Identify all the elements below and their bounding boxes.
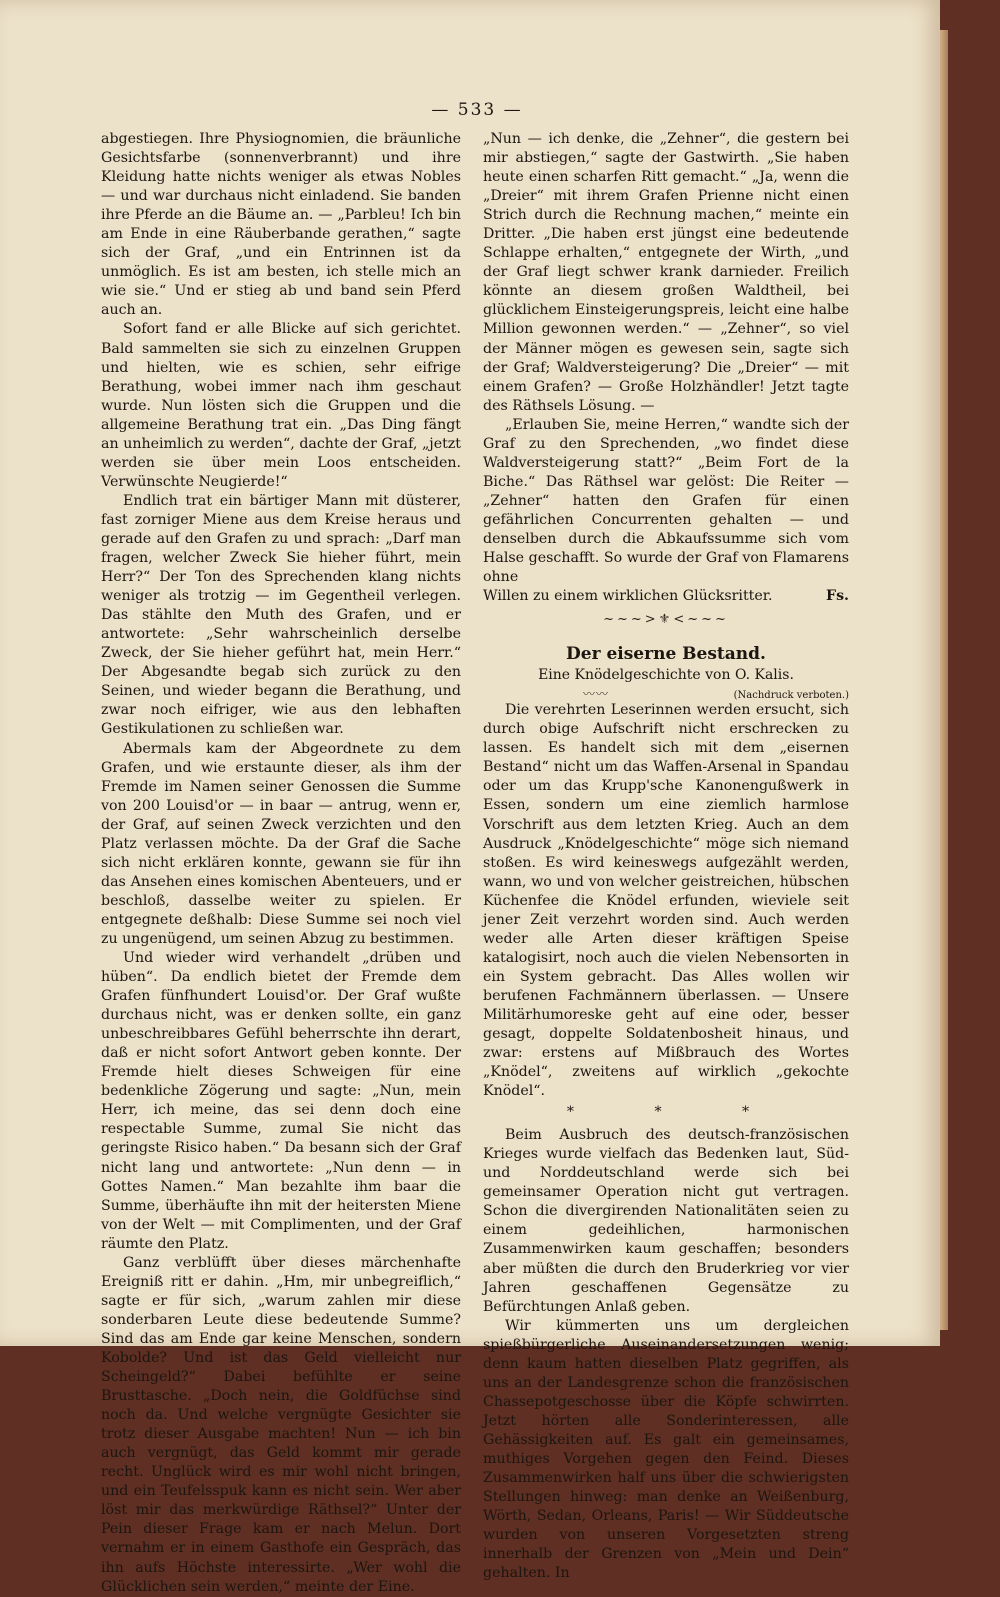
reprint-note-line xyxy=(483,685,849,701)
left-paragraph: Sofort fand er alle Blicke auf sich gerichtet. Bald sammelten sie sich zu einzelnen Gruppen und hielten, wie es schien, sehr eifrige Berathung, wobei immer nach ihm geschaut wurde. Nun lösten sich die Gruppen und die allgemeine Berathung trat ein. „Das Ding fängt an unheimlich zu werden“, dachte der Graf, „jetzt werden sie über mein Loos entscheiden. Verwünschte Neugierde!“ xyxy=(101,321,461,490)
article-subtitle: Eine Knödelgeschichte von O. Kalis. xyxy=(538,667,794,684)
story-signature-line xyxy=(483,587,849,606)
story-continuation: „Nun — ich denke, die „Zehner“, die gestern bei mir abstiegen,“ sagte der Gastwirth. „Sie haben heute einen scharfen Ritt gemacht.“ „Ja, wenn die „Dreier“ mit ihrem Grafen Prienne nicht einen Strich durch die Rechnung machen,“ meinte ein Dritter. „Die haben erst jüngst eine bedeutende Schlappe erhalten,“ entgegnete der Wirth, „und der Graf liegt schwer krank darnieder. Freilich könnte an diesem großen Waldtheil, bei glücklichem Einsteigerungspreis, leicht eine halbe Million gewonnen werden.“ — „Zehner“, so viel der Männer mögen es gewesen sein, sagte sich der Graf; Waldversteigerung? Die „Dreier“ — mit einem Grafen? — Große Holzhändler! Jetzt tagte des Räthsels Lösung. — xyxy=(483,131,849,414)
reprint-note: (Nachdruck verboten.) xyxy=(733,690,849,702)
article-paragraph: Beim Ausbruch des deutsch-französischen Krieges wurde vielfach das Bedenken laut, Süd- und Norddeutschland werde sich bei gemeinsamer Operation nicht gut vertragen. Schon die divergirenden Nationalitäten seien zu einem gedeihlichen, harmonischen Zusammenwirken kaum geschaffen; besonders aber müßten die durch den Bruderkrieg vor vier Jahren geschaffenen Gegensätze zu Befürchtungen Anlaß geben. xyxy=(483,1127,849,1315)
article-paragraph: Die verehrten Leserinnen werden ersucht, sich durch obige Aufschrift nicht erschrecken zu lassen. Es handelt sich mit dem „eisernen Bestand“ nicht um das Waffen-Arsenal in Spandau oder um das Krupp'sche Kanonengußwerk in Essen, sondern um eine ziemlich harmlose Vorschrift aus dem letzten Krieg. Auch an dem Ausdruck „Knödelgeschichte“ möge sich niemand stoßen. Es wird keineswegs aufgezählt werden, wann, wo und von welcher geistreichen, hübschen Küchenfee die Knödel erfunden, wieviele seit jener Zeit verzehrt worden sind. Auch werden weder alle Arten dieser kräftigen Speise katalogisirt, noch auch die vielen Nebensorten in ein System gebracht. Das Alles wollen wir berufenen Fachmännern überlassen. — Unsere Militärhumoreske geht auf eine oder, besser gesagt, doppelte Soldatenbosheit hinaus, und zwar: erstens auf Mißbrauch des Wortes „Knödel“, zweitens auf wirklich „gekochte Knödel“. xyxy=(483,702,849,1100)
left-paragraph: Ganz verblüfft über dieses märchenhafte Ereigniß ritt er dahin. „Hm, mir unbegreiflich,“ sagte er für sich, „warum zahlen mir diese sonderbaren Leute diese bedeutende Summe? Sind das am Ende gar keine Menschen, sondern Kobolde? Und ist das Geld vielleicht nur Scheingeld?“ Dabei befühlte er seine Brusttasche. „Doch nein, die Goldfüchse sind noch da. Und welche vergnügte Gesichter sie trotz dieser Ausgabe machten! Nun — ich bin auch vergnügt, das Geld kommt mir gerade recht. Unglück wird es mir wohl nicht bringen, und ein Teufelsspuk kann es nicht sein. Wer aber löst mir das merkwürdige Räthsel?“ Unter der Pein dieser Frage kam er nach Melun. Dort vernahm er in einem Gasthofe ein Gespräch, das ihn aufs Höchste interessirte. „Wer wohl die Glücklichen sein werden,“ meinte der Eine. xyxy=(101,1254,461,1595)
section-divider-ornament: ~~~>⚜<~~~ xyxy=(603,612,729,628)
left-paragraph: Und wieder wird verhandelt „drüben und hüben“. Da endlich bietet der Fremde dem Grafen fünfhundert Louisd'or. Der Graf wußte durchaus nicht, was er denken sollte, ein ganz unbeschreibbares Gefühl beherrschte ihn derart, daß er nicht sofort Antwort geben konnte. Der Fremde hielt dieses Schweigen für eine bedenkliche Zögerung und sagte: „Nun, mein Herr, ich meine, das sei denn doch eine respectable Summe, zumal Sie nicht das geringste Risico haben.“ Da besann sich der Graf nicht lang und antwortete: „Nun denn — in Gottes Namen.“ Man bezahlte ihm baar die Summe, überhäufte ihn mit der heitersten Miene von der Welt — mit Complimenten, und der Graf räumte den Platz. xyxy=(101,950,461,1252)
article-paragraph: Wir kümmerten uns um dergleichen spießbürgerliche Auseinandersetzungen wenig; denn kaum hatten dieselben Platz gegriffen, als uns an der Landesgrenze schon die französischen Chassepotgeschosse über die Köpfe schwirrten. Jetzt hörten alle Sonderinteressen, alle Gehässigkeiten auf. Es galt ein gemeinsames, muthiges Vorgehen gegen den Feind. Dieses Zusammenwirken half uns über die schwierigsten Stellungen hinweg: man denke an Weißenburg, Wörth, Sedan, Orleans, Paris! — Wir Süddeutsche wurden von unseren Vorgesetzten streng innerhalb der Grenzen von „Mein und Dein“ gehalten. In xyxy=(483,1317,849,1582)
section-stars: * * * xyxy=(566,1104,788,1121)
story-last-line: Willen zu einem wirklichen Glücksritter. xyxy=(483,588,773,605)
article-title: Der eiserne Bestand. xyxy=(566,644,766,665)
page-number: — 533 — xyxy=(431,100,523,120)
left-paragraph: Endlich trat ein bärtiger Mann mit düsterer, fast zorniger Miene aus dem Kreise heraus und gerade auf den Grafen zu und sprach: „Darf man fragen, welcher Zweck Sie hieher führt, mein Herr?“ Der Ton des Sprechenden klang nichts weniger als trotzig — im Gegentheil verlegen. Das stählte den Muth des Grafen, und er antwortete: „Sehr wahrscheinlich derselbe Zweck, der Sie hieher geführt hat, mein Herr.“ Der Abgesandte begab sich zurück zu den Seinen, und wieder begann die Berathung, und zwar noch eifriger, wie aus den lebhaften Gestikulationen zu schließen war. xyxy=(101,492,461,738)
story-final-paragraph: „Erlauben Sie, meine Herren,“ wandte sich der Graf zu den Sprechenden, „wo findet diese Waldversteigerung statt?“ „Beim Fort de la Biche.“ Das Räthsel war gelöst: Die Reiter — „Zehner“ hatten den Grafen für einen gefährlichen Concurrenten gehalten — und denselben durch die Abkaufssumme sich vom Halse geschafft. So wurde der Graf von Flamarens ohne xyxy=(483,416,849,586)
left-column xyxy=(101,130,461,1597)
right-column xyxy=(483,130,849,1583)
left-paragraph: Abermals kam der Abgeordnete zu dem Grafen, und wie erstaunte dieser, als ihm der Fremde im Namen seiner Genossen die Summe von 200 Louisd'or — in baar — antrug, wenn er, der Graf, auf seinen Zweck verzichten und den Platz verlassen möchte. Da der Graf die Sache sich nicht erklären konnte, gewann sie für ihn das Ansehen eines komischen Abenteuers, und er beschloß, dasselbe weiter zu spielen. Er entgegnete deßhalb: Diese Summe sei noch viel zu ungenügend, um seinen Abzug zu bestimmen. xyxy=(101,740,461,947)
story-author: Fs. xyxy=(826,588,849,605)
wave-ornament: 〰〰 xyxy=(583,687,610,702)
left-paragraph: abgestiegen. Ihre Physiognomien, die bräunliche Gesichtsfarbe (sonnenverbrannt) und ihre Kleidung hatte nichts weniger als etwas Nobles — und war durchaus nicht einladend. Sie banden ihre Pferde an die Bäume an. — „Parbleu! Ich bin am Ende in eine Räuberbande gerathen,“ sagte sich der Graf, „und ein Entrinnen ist da unmöglich. Es ist am besten, ich stelle mich an wie sie.“ Und er stieg ab und band sein Pferd auch an. xyxy=(101,131,461,319)
